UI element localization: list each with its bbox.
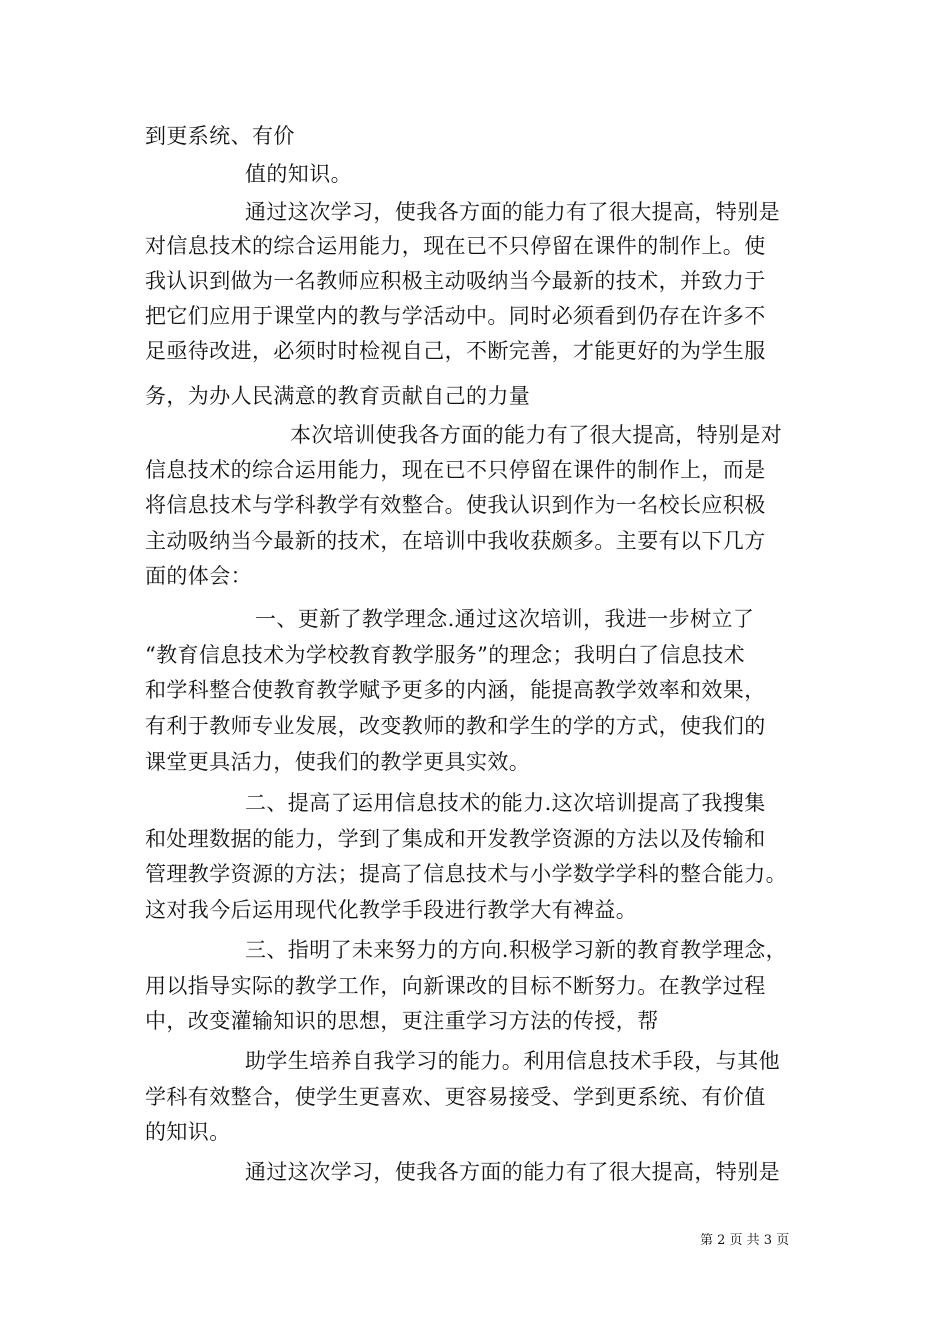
text-line: 通过这次学习，使我各方面的能力有了很大提高，特别是 xyxy=(245,200,780,224)
text-line: 本次培训使我各方面的能力有了很大提高，特别是对 xyxy=(290,423,783,447)
text-line: 信息技术的综合运用能力，现在已不只停留在课件的制作上，而是 xyxy=(145,458,766,482)
text-line: 把它们应用于课堂内的教与学活动中。同时必须看到仍存在许多不 xyxy=(145,304,766,328)
page-number: 第 2 页 共 3 页 xyxy=(700,1233,790,1248)
text-line: 二、提高了运用信息技术的能力.这次培训提高了我搜集 xyxy=(245,791,766,815)
text-line: 管理教学资源的方法；提高了信息技术与小学数学学科的整合能力。 xyxy=(145,862,787,886)
text-line: 和处理数据的能力，学到了集成和开发教学资源的方法以及传输和 xyxy=(145,827,766,851)
text-line: 助学生培养自我学习的能力。利用信息技术手段，与其他 xyxy=(245,1049,780,1073)
text-line: 和学科整合使教育教学赋予更多的内涵，能提高教学效率和效果， xyxy=(145,678,766,702)
text-line: 对信息技术的综合运用能力，现在已不只停留在课件的制作上。使 xyxy=(145,234,766,258)
text-line: “教育信息技术为学校教育教学服务”的理念；我明白了信息技术 xyxy=(145,643,746,667)
text-line: 值的知识。 xyxy=(245,162,352,186)
text-line: 务，为办人民满意的教育贡献自己的力量 xyxy=(145,384,531,408)
text-line: 有利于教师专业发展，改变教师的教和学生的学的方式，使我们的 xyxy=(145,714,766,738)
text-line: 主动吸纳当今最新的技术，在培训中我收获颇多。主要有以下几方 xyxy=(145,529,766,553)
text-line: 的知识。 xyxy=(145,1120,231,1144)
text-line: 中，改变灌输知识的思想，更注重学习方法的传授，帮 xyxy=(145,1009,659,1033)
text-line: 将信息技术与学科教学有效整合。使我认识到作为一名校长应积极 xyxy=(145,493,766,517)
text-line: 课堂更具活力，使我们的教学更具实效。 xyxy=(145,750,531,774)
text-line: 一、更新了教学理念.通过这次培训，我进一步树立了 xyxy=(255,607,755,631)
text-line: 足亟待改进，必须时时检视自己，不断完善，才能更好的为学生服 xyxy=(145,339,766,363)
text-line: 三、指明了未来努力的方向.积极学习新的教育教学理念， xyxy=(245,938,788,962)
text-line: 通过这次学习，使我各方面的能力有了很大提高，特别是 xyxy=(245,1160,780,1184)
text-line: 学科有效整合，使学生更喜欢、更容易接受、学到更系统、有价值 xyxy=(145,1085,766,1109)
text-line: 我认识到做为一名教师应积极主动吸纳当今最新的技术，并致力于 xyxy=(145,269,766,293)
text-line: 这对我今后运用现代化教学手段进行教学大有裨益。 xyxy=(145,898,638,922)
text-line: 用以指导实际的教学工作，向新课改的目标不断努力。在教学过程 xyxy=(145,974,766,998)
text-line: 到更系统、有价 xyxy=(145,124,295,148)
text-line: 面的体会： xyxy=(145,564,252,588)
